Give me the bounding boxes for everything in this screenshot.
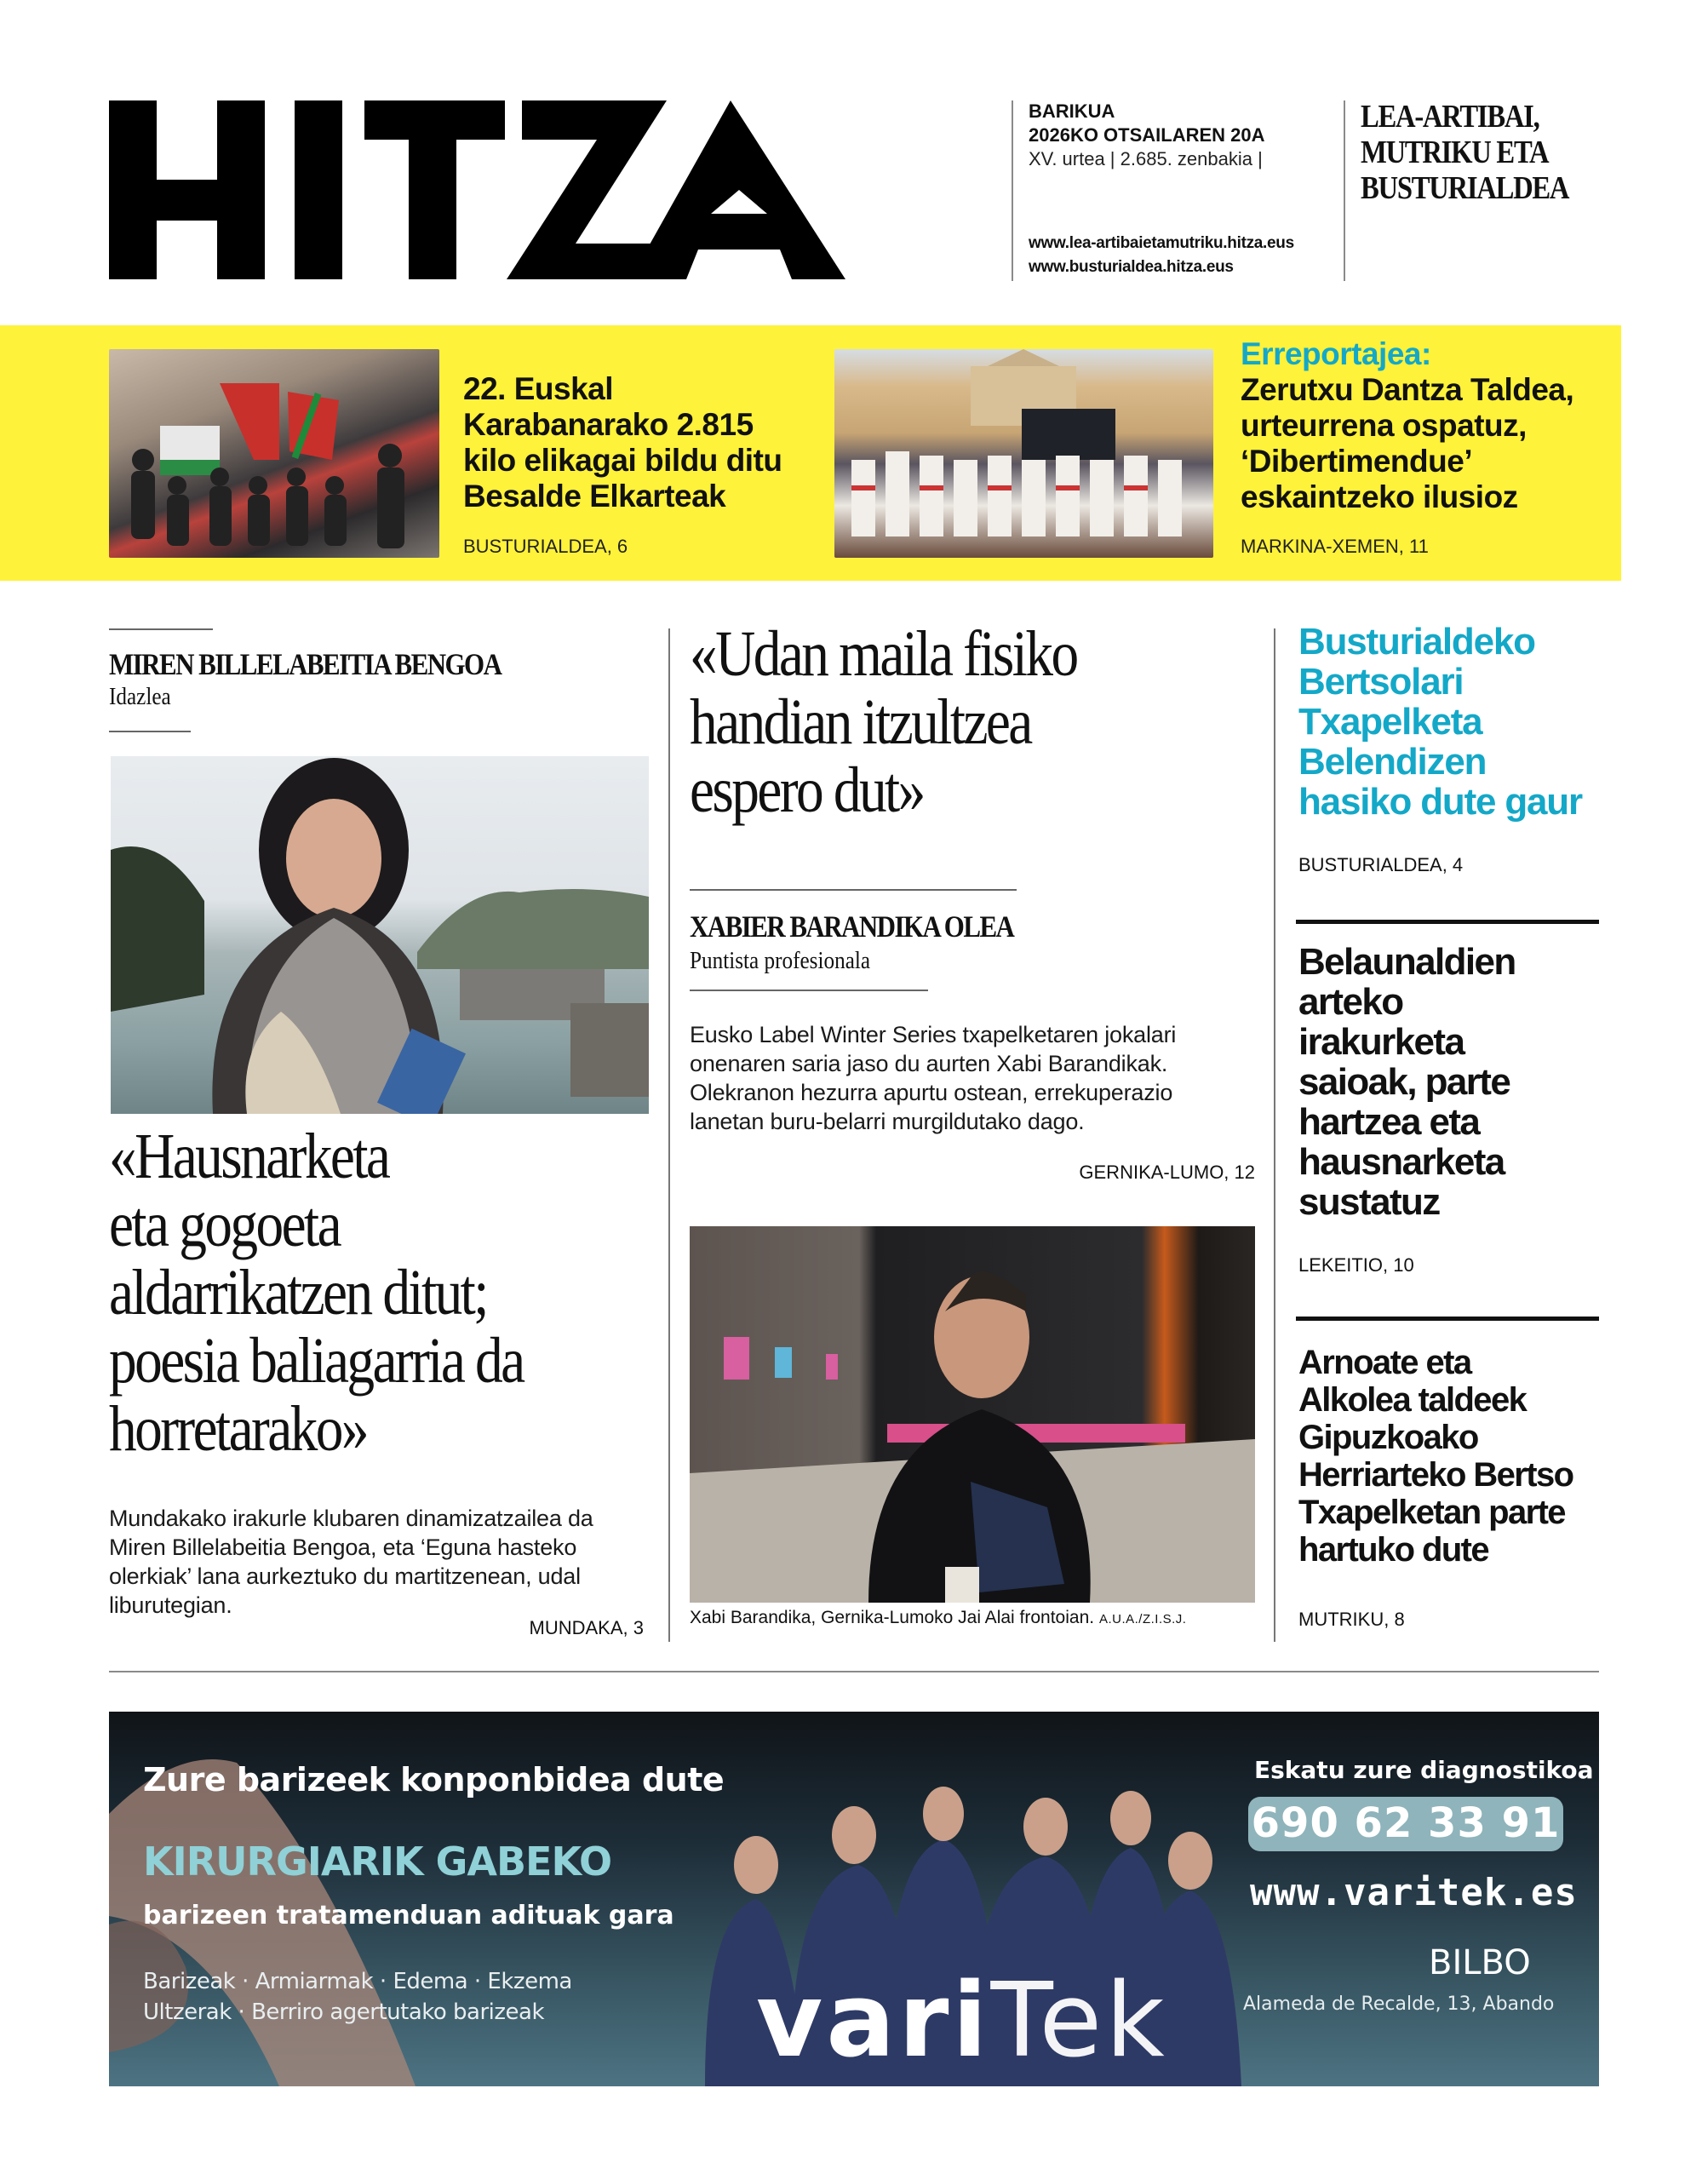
hitza-logo[interactable] [109, 100, 850, 279]
edition-line: BUSTURIALDEA [1361, 170, 1569, 206]
body-line: Olekranon hezurra apurtu ostean, errekuperazio [690, 1080, 1173, 1105]
quote-line: espero dut» [690, 754, 924, 826]
body-line: olerkiak’ lana aurkeztuko du martitzenean, udal [109, 1563, 581, 1589]
brand-part: Tek [990, 1962, 1168, 2080]
body-line: Miren Billelabeitia Bengoa, eta ‘Eguna hasteko [109, 1535, 577, 1560]
photo-zerutxu-dancers[interactable] [834, 349, 1213, 558]
edition-line: LEA-ARTIBAI, [1361, 99, 1539, 135]
headline-line: ‘Dibertimendue’ [1241, 444, 1473, 479]
teaser-headline-besalde[interactable] [463, 371, 821, 514]
photo-caption [690, 1606, 1186, 1632]
column-divider [668, 628, 670, 1642]
teaser-location: MARKINA-XEMEN, 11 [1241, 536, 1429, 557]
section-bar [1296, 920, 1599, 924]
headline-line: Txapelketa [1298, 701, 1482, 743]
story-location: GERNIKA-LUMO, 12 [1079, 1162, 1255, 1183]
quote-line: horretarako» [109, 1393, 367, 1465]
quote-line: poesia baliagarria da [109, 1325, 524, 1397]
issue-day: BARIKUA [1029, 100, 1115, 122]
headline-line: Alkolea taldeek [1298, 1381, 1527, 1419]
headline-line: Zerutxu Dantza Taldea, [1241, 372, 1574, 407]
body-line: Mundakako irakurle klubaren dinamizatzailea da [109, 1506, 593, 1531]
headline-line: Txapelketan parte [1298, 1494, 1565, 1531]
headline-line: Gipuzkoako [1298, 1419, 1478, 1456]
hitza-logo-mark [109, 100, 850, 279]
headline-line: Belaunaldien [1298, 941, 1516, 983]
sidebar-headline-bertsolari[interactable] [1298, 622, 1622, 822]
headline-line: irakurketa [1298, 1021, 1464, 1063]
rule [690, 990, 928, 991]
headline-line: hausnarketa [1298, 1141, 1505, 1183]
dancers-illustration [834, 349, 1213, 558]
masthead-divider-2 [1344, 100, 1345, 281]
headline-line: eskaintzeko ilusioz [1241, 479, 1518, 514]
photo-miren-billelabeitia[interactable] [111, 756, 649, 1114]
headline-line: 22. Euskal [463, 371, 614, 406]
story-body-miren [109, 1504, 654, 1620]
headline-line: urteurrena ospatuz, [1241, 408, 1527, 443]
body-line: liburutegian. [109, 1592, 232, 1618]
headline-line: Herriarteko Bertso [1298, 1456, 1573, 1494]
fronton-illustration [690, 1226, 1255, 1603]
rule [109, 731, 191, 732]
interviewee-role: Idazlea [109, 684, 171, 710]
issue-number: XV. urtea | 2.685. zenbakia | [1029, 148, 1263, 169]
quote-line: «Udan maila fisiko [690, 618, 1077, 690]
teaser-headline-zerutxu[interactable] [1241, 372, 1615, 515]
caption-text: Xabi Barandika, Gernika-Lumoko Jai Alai frontoian. [690, 1608, 1095, 1627]
ad-city: BILBO [1429, 1943, 1531, 1982]
interviewee-role: Puntista profesionala [690, 948, 871, 974]
headline-line: Bertsolari [1298, 661, 1464, 703]
photo-besalde-group[interactable] [109, 349, 439, 558]
ad-phone[interactable]: 690 62 33 91 [1248, 1797, 1563, 1851]
column-divider [1274, 628, 1275, 1642]
interviewee-name: MIREN BILLELABEITIA BENGOA [109, 647, 502, 681]
section-bar [1296, 1317, 1599, 1321]
body-line: onenaren saria jaso du aurten Xabi Barandikak. [690, 1051, 1168, 1076]
sidebar-headline-belaunaldien[interactable] [1298, 942, 1622, 1222]
teaser-kicker: Erreportajea: [1241, 336, 1431, 371]
varitek-logo [756, 1962, 1168, 2080]
url-lea-artibai[interactable]: www.lea-artibaietamutriku.hitza.eus [1029, 234, 1294, 252]
headline-line: Belendizen [1298, 741, 1487, 783]
headline-line: Arnoate eta [1298, 1344, 1471, 1381]
sidebar-location: BUSTURIALDEA, 4 [1298, 854, 1464, 875]
ad-address: Alameda de Recalde, 13, Abando [1243, 1994, 1555, 2015]
photo-xabi-barandika[interactable] [690, 1226, 1255, 1603]
headline-line: hartzea eta [1298, 1101, 1480, 1143]
ad-treatments-2: Ultzerak · Berriro agertutako barizeak [143, 1999, 545, 2025]
ad-headline: KIRURGIARIK GABEKO [143, 1839, 612, 1885]
portrait-illustration [111, 756, 649, 1114]
brand-part: vari [756, 1962, 991, 2080]
headline-line: hasiko dute gaur [1298, 781, 1582, 823]
body-line: Eusko Label Winter Series txapelketaren jokalari [690, 1022, 1177, 1047]
edition-title [1361, 99, 1639, 206]
sidebar-location: MUTRIKU, 8 [1298, 1609, 1405, 1630]
sidebar-location: LEKEITIO, 10 [1298, 1254, 1414, 1276]
headline-line: sustatuz [1298, 1181, 1440, 1223]
flags-illustration [109, 349, 439, 558]
interviewee-name: XABIER BARANDIKA OLEA [690, 909, 1014, 944]
headline-line: arteko [1298, 981, 1403, 1023]
varitek-advertisement[interactable] [109, 1712, 1599, 2086]
ad-tagline: Zure barizeek konponbidea dute [143, 1761, 725, 1798]
quote-headline-miren[interactable] [109, 1122, 666, 1463]
issue-date: 2026KO OTSAILAREN 20A [1029, 124, 1265, 146]
body-line: lanetan buru-belarri murgildutako dago. [690, 1109, 1085, 1134]
photo-credit: A.U.A./Z.I.S.J. [1098, 1612, 1187, 1626]
quote-line: handian itzultzea [690, 686, 1031, 758]
story-location: MUNDAKA, 3 [529, 1617, 644, 1638]
quote-line: «Hausnarketa [109, 1121, 389, 1192]
headline-line: Busturialdeko [1298, 621, 1535, 663]
headline-line: hartuko dute [1298, 1531, 1489, 1569]
masthead-divider [1012, 100, 1013, 281]
quote-line: eta gogoeta [109, 1189, 341, 1260]
sidebar-headline-arnoate[interactable] [1298, 1344, 1622, 1569]
url-busturialdea[interactable]: www.busturialdea.hitza.eus [1029, 258, 1234, 276]
rule [109, 628, 213, 630]
ad-cta: Eskatu zure diagnostikoa [1254, 1756, 1594, 1784]
teaser-location: BUSTURIALDEA, 6 [463, 536, 628, 557]
headline-line: Besalde Elkarteak [463, 479, 726, 513]
headline-line: saioak, parte [1298, 1061, 1510, 1103]
headline-line: kilo elikagai bildu ditu [463, 443, 782, 478]
quote-line: aldarrikatzen ditut; [109, 1257, 487, 1328]
ad-treatments-1: Barizeak · Armiarmak · Edema · Ekzema [143, 1969, 572, 1994]
ad-website[interactable]: www.varitek.es [1250, 1871, 1578, 1914]
story-body-xabier [690, 1020, 1269, 1136]
rule [690, 889, 1017, 891]
ad-subheadline: barizeen tratamenduan adituak gara [143, 1901, 674, 1930]
quote-headline-xabier[interactable] [690, 620, 1261, 824]
edition-line: MUTRIKU ETA [1361, 135, 1549, 170]
headline-line: Karabanarako 2.815 [463, 407, 754, 442]
ad-divider [109, 1671, 1599, 1672]
